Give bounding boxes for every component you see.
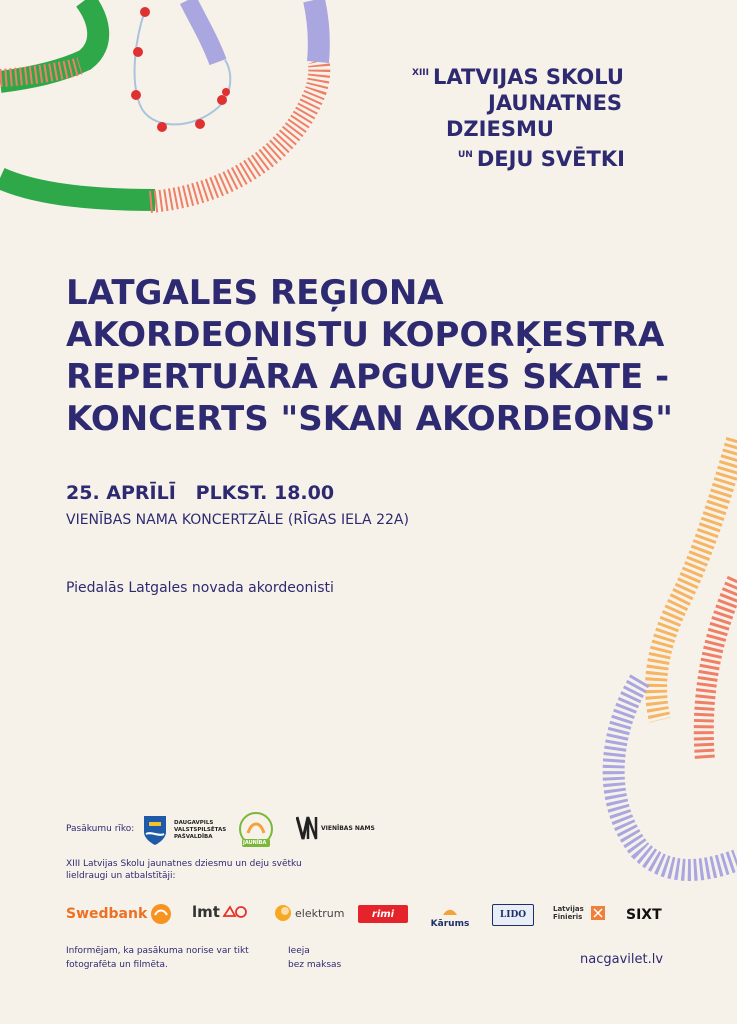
karums-bird-icon (442, 907, 458, 917)
festival-line-1: LATVIJAS SKOLU (433, 65, 624, 89)
swedbank-text: Swedbank (66, 906, 148, 922)
event-participants: Piedalās Latgales novada akordeonisti (66, 580, 334, 596)
elektrum-sun-icon (274, 904, 292, 922)
event-time: PLKST. 18.00 (195, 482, 335, 504)
sponsor-lido (492, 904, 534, 926)
entry-line-1: Ieeja (288, 946, 310, 956)
sixt-text: SIXT (626, 907, 662, 923)
daugavpils-coat-of-arms-icon (142, 814, 168, 846)
daugavpils-line-1: DAUGAVPILS (174, 819, 214, 826)
event-title-line-4: KONCERTS "SKAN AKORDEONS" (66, 399, 673, 439)
jauniba-text: JAUNĪBA (243, 840, 267, 846)
salmon-ribbon-long (150, 60, 319, 202)
organizer-jauniba (236, 811, 276, 851)
sponsor-latvijas-finieris (553, 905, 605, 921)
event-datetime (66, 482, 334, 504)
sponsor-karums (428, 902, 472, 929)
lmt-text: lmt (192, 903, 220, 921)
lido-text: LIDO (499, 910, 527, 920)
sponsor-elektrum (274, 904, 344, 922)
sponsor-rimi (358, 905, 408, 923)
lmt-shapes-icon (222, 904, 250, 920)
sponsors-label: XIII Latvijas Skolu jaunatnes dziesmu un deju svētku lieldraugi un atbalstītāji: (66, 859, 302, 881)
event-venue: VIENĪBAS NAMA KONCERTZĀLE (RĪGAS IELA 22A) (66, 512, 409, 528)
filming-notice: Informējam, ka pasākuma norise var tikt fotografēta un filmēta. (66, 946, 249, 970)
yellow-salmon-ribbon (656, 440, 737, 720)
vienibas-nams-text: VIENĪBAS NAMS (321, 824, 375, 832)
karums-text: Kārums (430, 919, 470, 929)
festival-line-2: JAUNATNES (488, 91, 623, 115)
festival-line-4: DEJU SVĒTKI (476, 147, 625, 171)
elektrum-text: elektrum (295, 906, 345, 920)
sponsor-swedbank (66, 903, 172, 925)
festival-logo (412, 60, 692, 172)
entry-line-2: bez maksas (288, 960, 342, 970)
vienibas-nams-logo-icon (296, 815, 318, 841)
latvijas-finieris-text: Latvijas Finieris (553, 905, 584, 921)
event-date: 25. APRĪLĪ (66, 482, 176, 504)
festival-line-3: DZIESMU (446, 117, 554, 141)
organizers-label: Pasākumu rīko: (66, 824, 135, 834)
event-title-line-1: LATGALES REĢIONA (66, 273, 444, 313)
organizer-vienibas-nams (296, 815, 375, 841)
lavender-ribbon-small (188, 0, 218, 62)
event-title-line-3: REPERTUĀRA APGUVES SKATE - (66, 357, 670, 397)
website-link[interactable]: nacgavilet.lv (580, 952, 664, 967)
organizer-daugavpils (142, 814, 226, 846)
sponsor-sixt (626, 904, 662, 923)
daugavpils-line-3: PAŠVALDĪBA (174, 833, 213, 840)
festival-prefix: XIII (412, 68, 429, 78)
lavender-ribbon-top (314, 0, 319, 62)
latvijas-finieris-mark-icon (591, 906, 605, 920)
dotted-loop-line (135, 10, 231, 124)
lavender-ribbon-right (614, 680, 737, 870)
event-title (66, 272, 716, 440)
salmon-ribbon-right (704, 580, 737, 760)
event-title-line-2: AKORDEONISTU KOPORĶESTRA (66, 315, 665, 355)
entry-info (288, 944, 388, 972)
sponsor-lmt (192, 903, 250, 921)
festival-conj: UN (458, 150, 473, 160)
rimi-text: rimi (371, 908, 395, 920)
daugavpils-line-2: VALSTSPILSĒTAS (174, 826, 227, 833)
green-ribbon-lower (0, 178, 155, 200)
swedbank-oak-icon (150, 903, 172, 925)
